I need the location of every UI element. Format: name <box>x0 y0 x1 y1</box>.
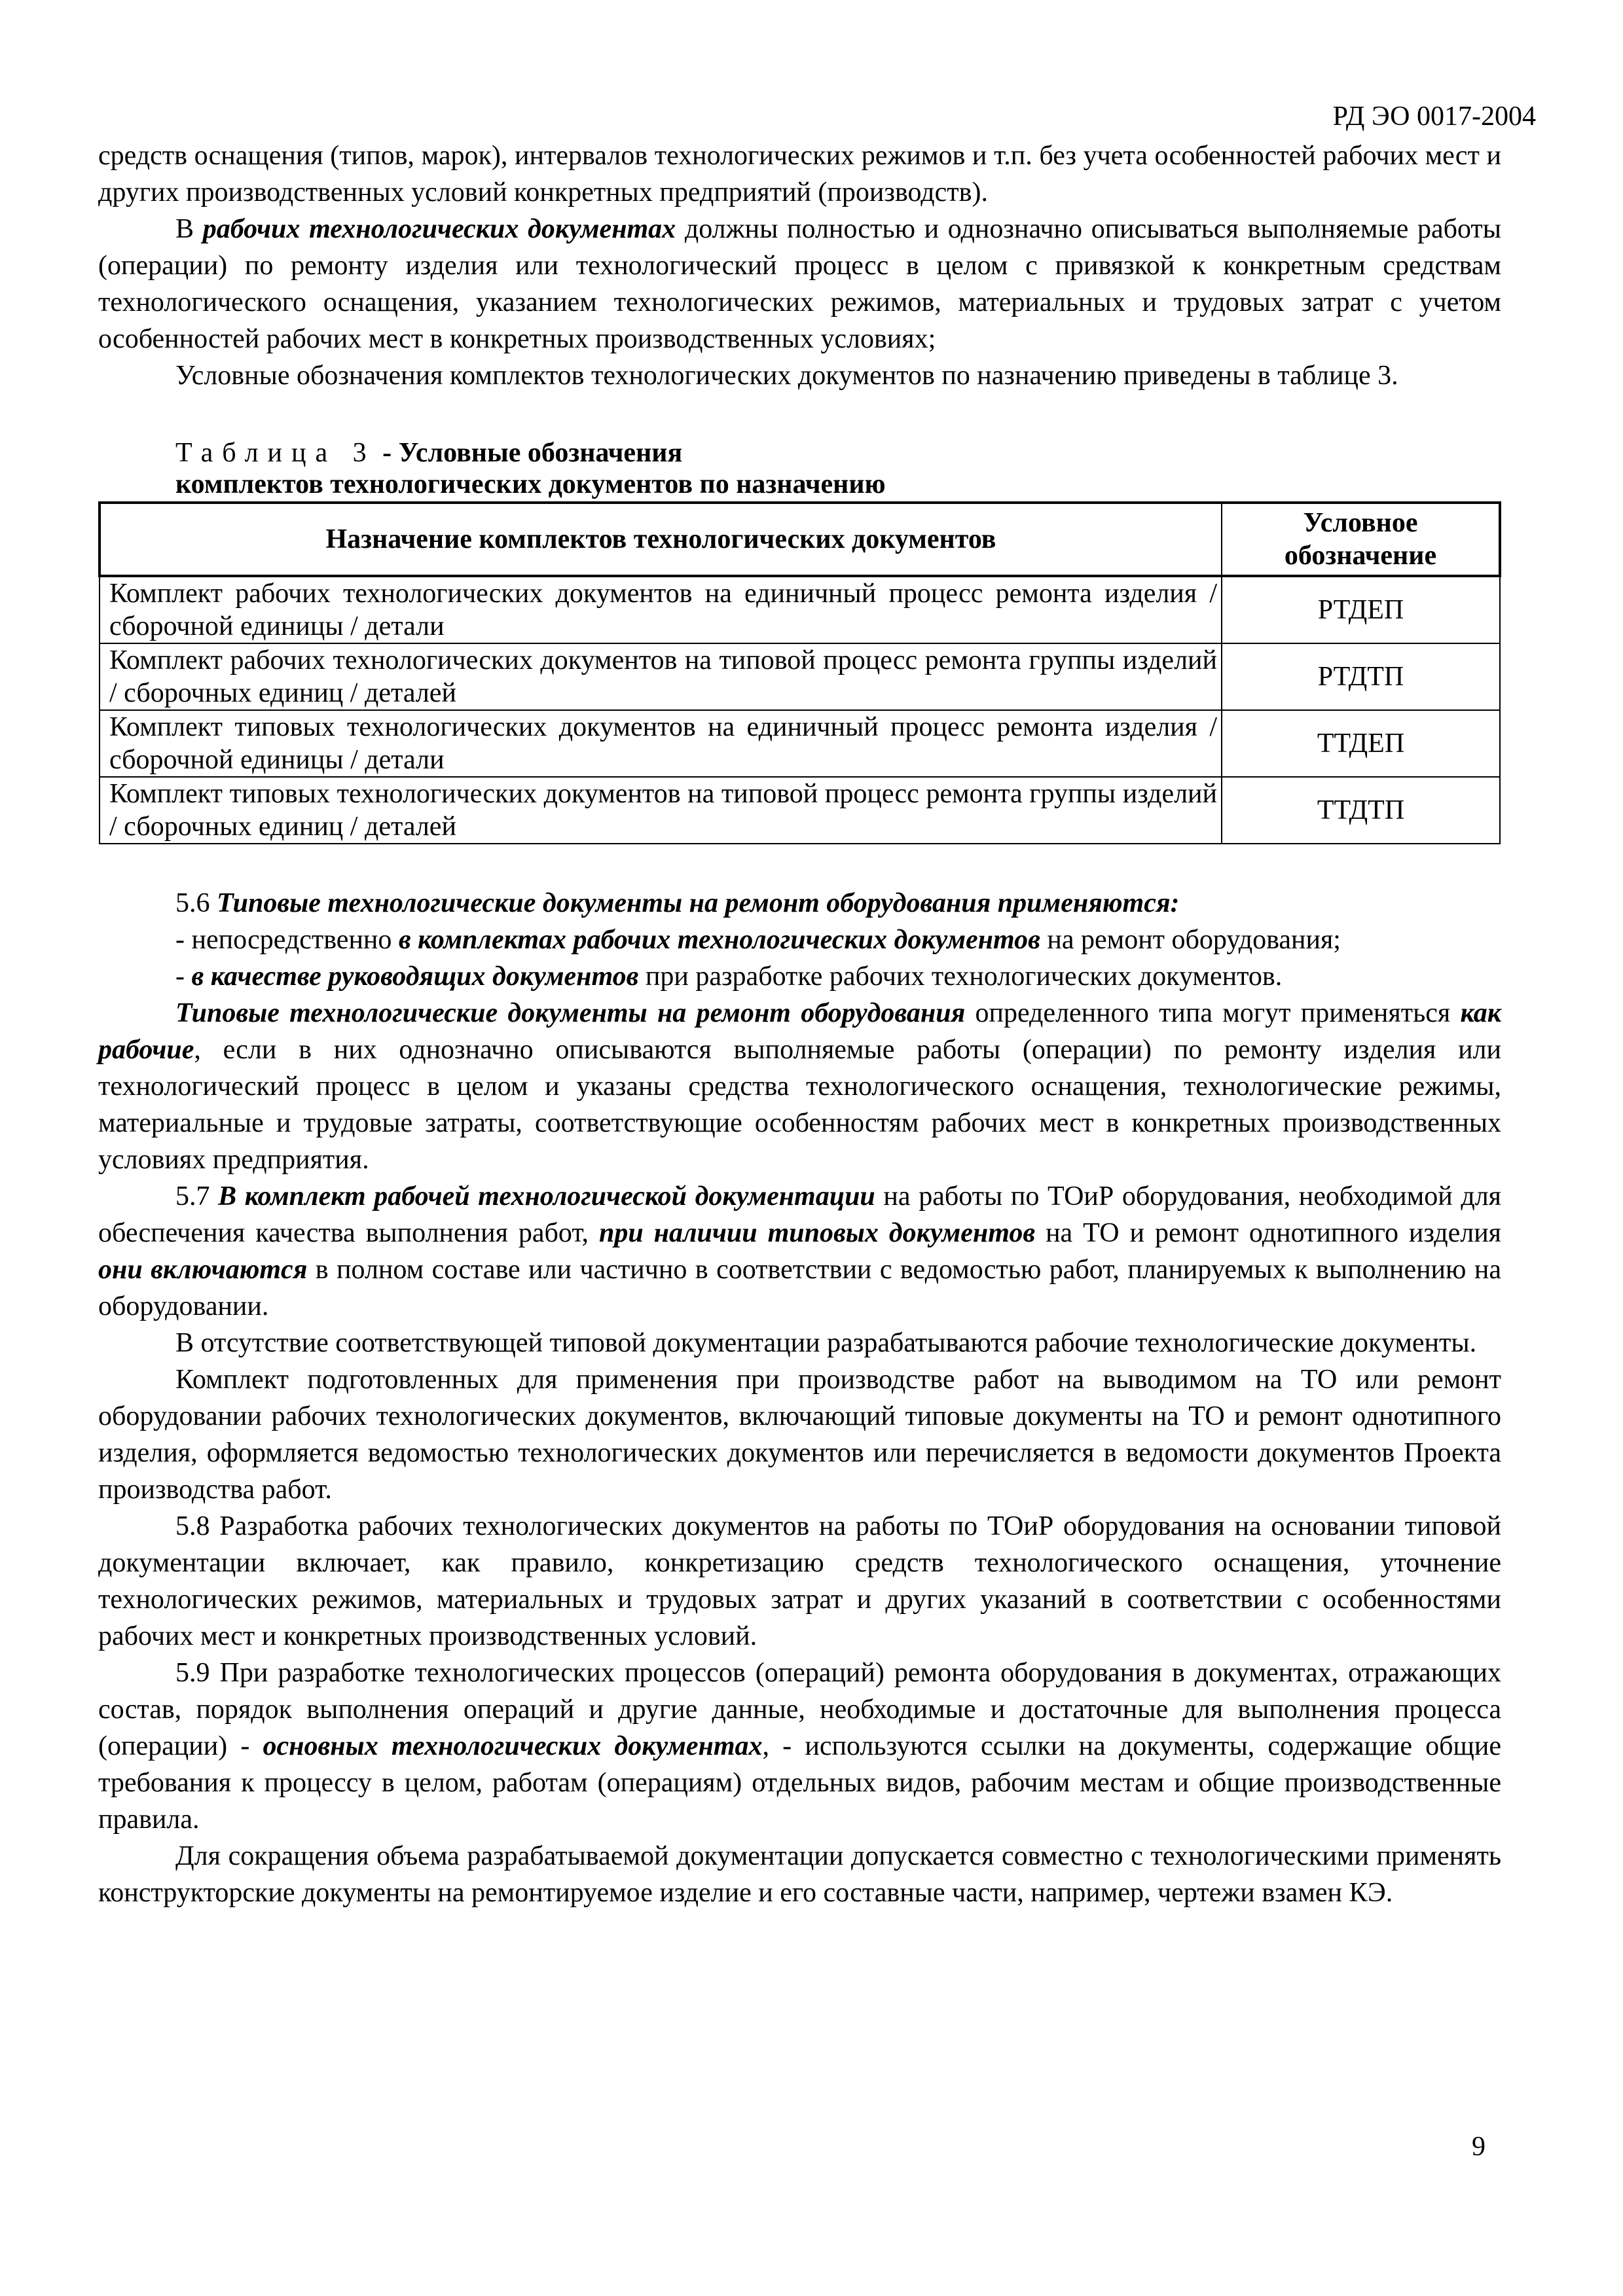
table-caption: Таблица 3 - Условные обозначения комплектов технологических документов по назначению <box>175 438 886 499</box>
table-title-line-2: комплектов технологических документов по назначению <box>175 469 886 499</box>
paragraph-typical-docs: Типовые технологические документы на ремонт оборудования определенного типа могут применяться как рабочие, если в них однозначно описываются выполняемые работы (операции) по ремонту изделия или технологический процесс в целом и указаны средства технологического оснащения, технологические режимы, материальные и трудовые затраты, соответствующие особенностям рабочих мест в конкретных производственных условиях предприятия. <box>98 998 1501 1175</box>
emphasis: при наличии типовых документов <box>598 1218 1036 1248</box>
table-label: Таблица 3 <box>175 438 376 468</box>
emphasis: рабочих технологических документах <box>202 214 676 244</box>
emphasis: в качестве руководящих документов <box>191 961 639 992</box>
table-row <box>100 576 1500 643</box>
table-row <box>100 710 1500 777</box>
emphasis: В комплект рабочей технологической документации <box>218 1181 875 1211</box>
document-code: РД ЭО 0017-2004 <box>1332 101 1536 132</box>
column-header-purpose: Назначение комплектов технологических документов <box>100 503 1222 576</box>
table-title-line-1: Условные обозначения <box>398 438 683 468</box>
section-5-6 <box>98 885 1501 1178</box>
table-header-row <box>100 503 1500 576</box>
emphasis: как рабочие <box>98 998 1501 1065</box>
row-designation: РТДТП <box>1222 643 1500 710</box>
paragraph-working-docs: В рабочих технологических документах должны полностью и однозначно описываться выполняемые работы (операции) по ремонту изделия или технологический процесс в целом с привязкой к конкретным средствам технологического оснащения, указанием технологических режимов, материальных и трудовых затрат с учетом особенностей рабочих мест в конкретных производственных условиях; <box>98 214 1501 354</box>
table-row <box>100 643 1500 710</box>
emphasis: Типовые технологические документы на ремонт оборудования <box>175 998 966 1028</box>
emphasis: Типовые технологические документы на ремонт оборудования применяются: <box>217 888 1180 918</box>
paragraph-table-reference: Условные обозначения комплектов технологических документов по назначению приведены в таблице 3. <box>175 361 1398 391</box>
paragraph-continuation: средств оснащения (типов, марок), интервалов технологических режимов и т.п. без учета особенностей рабочих мест и других производственных условий конкретных предприятий (производств). <box>98 141 1501 207</box>
column-header-designation: Условное обозначение <box>1222 503 1500 576</box>
section-5-7-paragraph: 5.7 В комплект рабочей технологической документации на работы по ТОиР оборудования, необходимой для обеспечения качества выполнения работ, при наличии типовых документов на ТО и ремонт однотипного изделия они включаются в полном составе или частично в соответствии с ведомостью работ, планируемых к выполнению на оборудовании. <box>98 1181 1502 1321</box>
paragraph: Для сокращения объема разрабатываемой документации допускается совместно с технологическими применять конструкторские документы на ремонтируемое изделие и его составные части, например, чертежи взамен КЭ. <box>98 1841 1501 1908</box>
section-5-9-paragraph: 5.9 При разработке технологических процессов (операций) ремонта оборудования в документах, отражающих состав, порядок выполнения операций и другие данные, необходимые и достаточные для выполнения процесса (операции) - основных технологических документах, - используются ссылки на документы, содержащие общие требования к процессу в целом, работам (операциям) отдельных видов, рабочим местам и общие производственные правила. <box>98 1658 1501 1835</box>
row-description: Комплект рабочих технологических документов на единичный процесс ремонта изделия / сборочной единицы / детали <box>100 576 1222 643</box>
table-row <box>100 777 1500 844</box>
designations-table <box>98 501 1501 844</box>
emphasis: основных технологических документах <box>263 1731 763 1761</box>
row-designation: ТТДТП <box>1222 777 1500 844</box>
row-description: Комплект типовых технологических документов на единичный процесс ремонта изделия / сборочной единицы / детали <box>100 710 1222 777</box>
section-5-8-paragraph: 5.8 Разработка рабочих технологических документов на работы по ТОиР оборудования на основании типовой документации включает, как правило, конкретизацию средств технологического оснащения, уточнение технологических режимов, материальных и трудовых затрат и других указаний в соответствии с особенностями рабочих мест и конкретных производственных условий. <box>98 1511 1501 1651</box>
section-5-7 <box>98 1178 1501 1508</box>
row-description: Комплект типовых технологических документов на типовой процесс ремонта группы изделий / сборочных единиц / деталей <box>100 777 1222 844</box>
section-5-9 <box>98 1655 1501 1911</box>
list-item: - непосредственно в комплектах рабочих технологических документов на ремонт оборудования; <box>175 925 1341 955</box>
document-body <box>98 137 1501 1911</box>
section-5-6-heading: 5.6 Типовые технологические документы на ремонт оборудования применяются: <box>175 888 1180 918</box>
row-designation: ТТДЕП <box>1222 710 1500 777</box>
row-description: Комплект рабочих технологических документов на типовой процесс ремонта группы изделий / сборочных единиц / деталей <box>100 643 1222 710</box>
row-designation: РТДЕП <box>1222 576 1500 643</box>
paragraph: В отсутствие соответствующей типовой документации разрабатываются рабочие технологические документы. <box>175 1328 1477 1358</box>
list-item: - в качестве руководящих документов при разработке рабочих технологических документов. <box>175 961 1283 992</box>
page-number: 9 <box>1472 2132 1486 2162</box>
paragraph: Комплект подготовленных для применения при производстве работ на выводимом на ТО или ремонт оборудовании рабочих технологических документов, включающий типовые документы на ТО и ремонт однотипного изделия, оформляется ведомостью технологических документов или перечисляется в ведомости документов Проекта производства работ. <box>98 1365 1501 1505</box>
emphasis: они включаются <box>98 1255 308 1285</box>
emphasis: в комплектах рабочих технологических документов <box>398 925 1040 955</box>
